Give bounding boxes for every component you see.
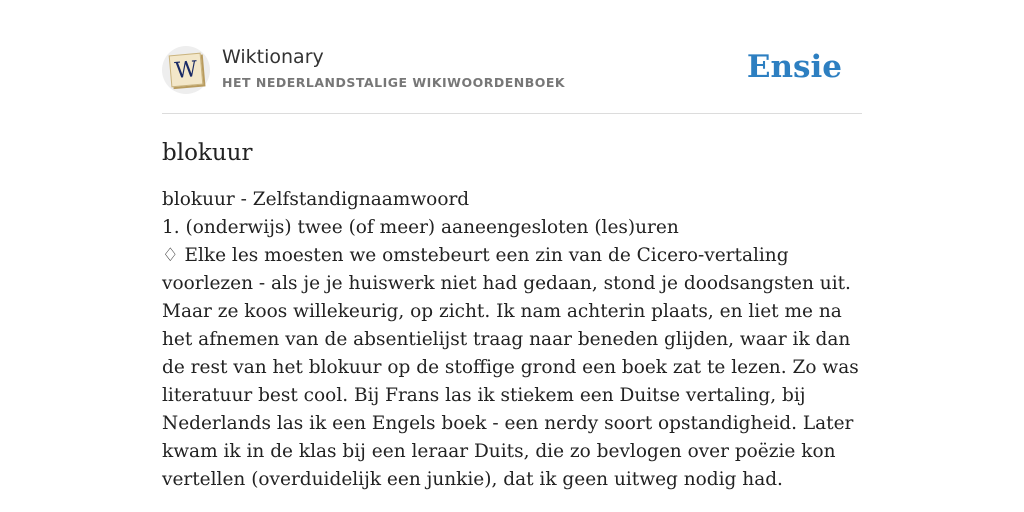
- site-subtitle: HET NEDERLANDSTALIGE WIKIWOORDENBOEK: [222, 75, 566, 90]
- site-header: [162, 40, 862, 114]
- page: [162, 40, 862, 494]
- definition-block: [162, 186, 862, 494]
- wiktionary-logo[interactable]: [162, 46, 210, 94]
- example-text: ♢ Elke les moesten we omstebeurt een zin van de Cicero-vertaling voorlezen - als je je huiswerk niet had gedaan, stond je doodsangsten uit. Maar ze koos willekeurig, op zicht. Ik nam achterin plaats, en liet me na het afnemen van de absentielijst traag naar beneden glijden, waar ik dan de rest van het blokuur op de stoffige grond een boek zat te lezen. Zo was literatuur best cool. Bij Frans las ik stiekem een Duitse vertaling, bij Nederlands las ik een Engels boek - een nerdy soort opstandigheid. Later kwam ik in de klas bij een leraar Duits, die zo bevlogen over poëzie kon vertellen (overduidelijk een junkie), dat ik geen uitweg nodig had.: [162, 245, 859, 490]
- page-title: blokuur: [162, 140, 253, 166]
- word-type-line: blokuur - Zelfstandignaamwoord: [162, 189, 470, 210]
- definition-line: 1. (onderwijs) twee (of meer) aaneengesloten (les)uren: [162, 217, 679, 238]
- wiktionary-logo-icon: W: [169, 53, 204, 88]
- ensie-brand-logo[interactable]: Ensie: [746, 49, 842, 85]
- site-title[interactable]: Wiktionary: [222, 46, 324, 68]
